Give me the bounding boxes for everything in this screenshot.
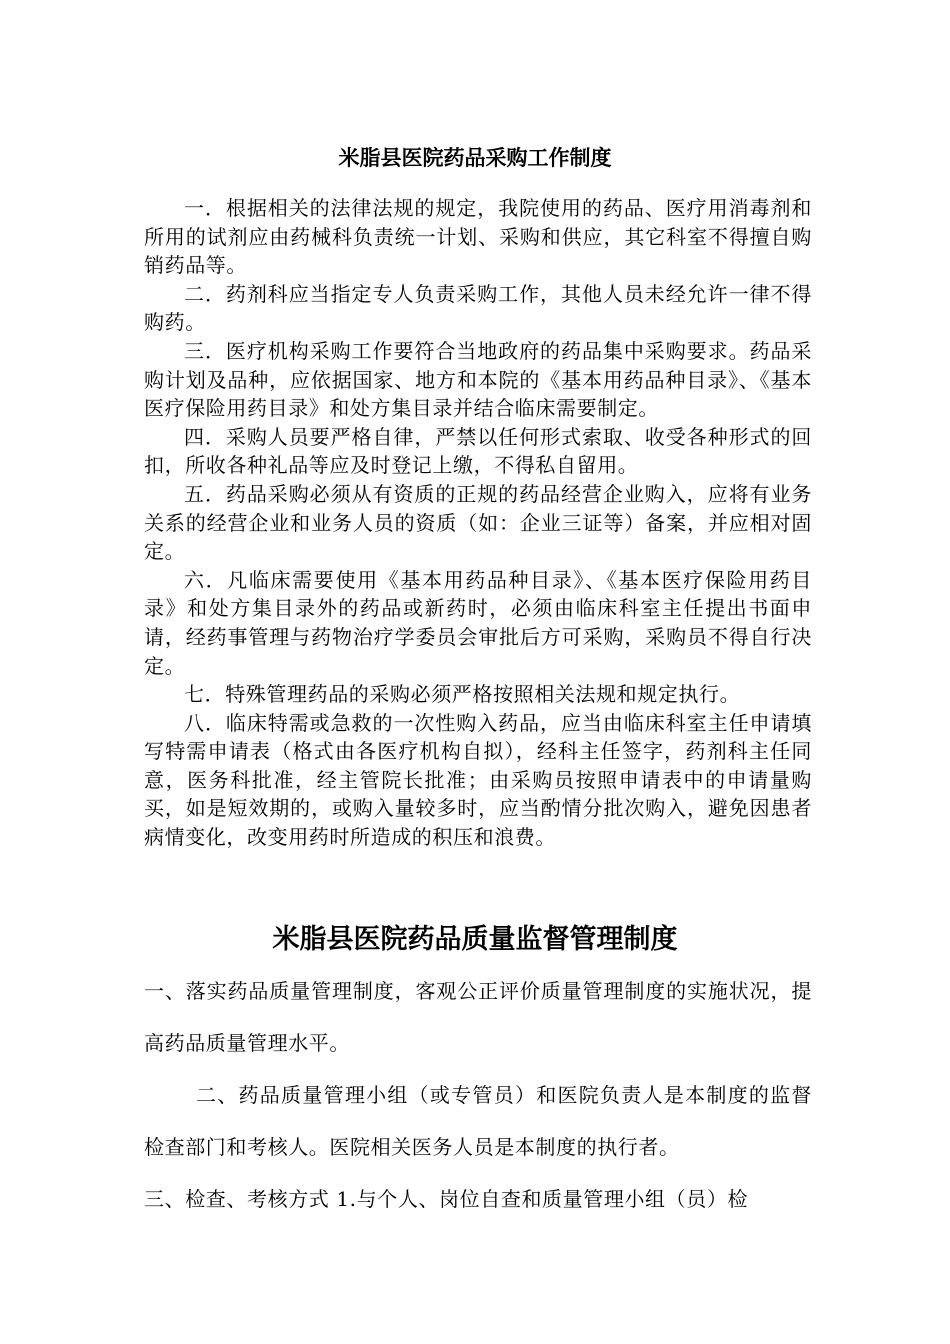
procurement-policy-body bbox=[144, 194, 812, 852]
procurement-clause-4: 四．采购人员要严格自律，严禁以任何形式索取、收受各种形式的回扣，所收各种礼品等应及时登记上缴，不得私自留用。 bbox=[144, 424, 812, 478]
procurement-clause-7: 七．特殊管理药品的采购必须严格按照相关法规和规定执行。 bbox=[184, 682, 741, 707]
procurement-clause-1: 一．根据相关的法律法规的规定，我院使用的药品、医疗用消毒剂和所用的试剂应由药械科负责统一计划、采购和供应，其它科室不得擅自购销药品等。 bbox=[144, 196, 812, 278]
procurement-clause-5: 五．药品采购必须从有资质的正规的药品经营企业购入，应将有业务关系的经营企业和业务人员的资质（如：企业三证等）备案，并应相对固定。 bbox=[144, 481, 812, 564]
quality-policy-title: 米脂县医院药品质量监督管理制度 bbox=[272, 924, 678, 955]
quality-clause-3: 三、检查、考核方式 1.与个人、岗位自查和质量管理小组（员）检 bbox=[144, 1187, 749, 1211]
procurement-clause-8: 八．临床特需或急救的一次性购入药品，应当由临床科室主任申请填写特需申请表（格式由各医疗机构自拟），经科主任签字，药剂科主任同意，医务科批准，经主管院长批准；由采购员按照申请表中的申请量购买，如是短效期的，或购入量较多时，应当酌情分批次购入，避免因患者病情变化，改变用药时所造成的积压和浪费。 bbox=[144, 710, 812, 850]
procurement-clause-2: 二．药剂科应当指定专人负责采购工作，其他人员未经允许一律不得购药。 bbox=[144, 281, 812, 335]
quality-policy-body bbox=[144, 965, 812, 1225]
procurement-clause-6: 六．凡临床需要使用《基本用药品种目录》、《基本医疗保险用药目录》和处方集目录外的药品或新药时，必须由临床科室主任提出书面申请，经药事管理与药物治疗学委员会审批后方可采购，采购员不得自行决定。 bbox=[144, 567, 812, 678]
procurement-clause-3: 三．医疗机构采购工作要符合当地政府的药品集中采购要求。药品采购计划及品种，应依据国家、地方和本院的《基本用药品种目录》、《基本医疗保险用药目录》和处方集目录并结合临床需要制定。 bbox=[144, 338, 812, 421]
quality-clause-2: 二、药品质量管理小组（或专管员）和医院负责人是本制度的监督检查部门和考核人。医院相关医务人员是本制度的执行者。 bbox=[144, 1083, 812, 1159]
quality-clause-1: 一、落实药品质量管理制度，客观公正评价质量管理制度的实施状况，提高药品质量管理水平。 bbox=[144, 979, 812, 1055]
procurement-policy-title: 米脂县医院药品采购工作制度 bbox=[338, 145, 612, 170]
